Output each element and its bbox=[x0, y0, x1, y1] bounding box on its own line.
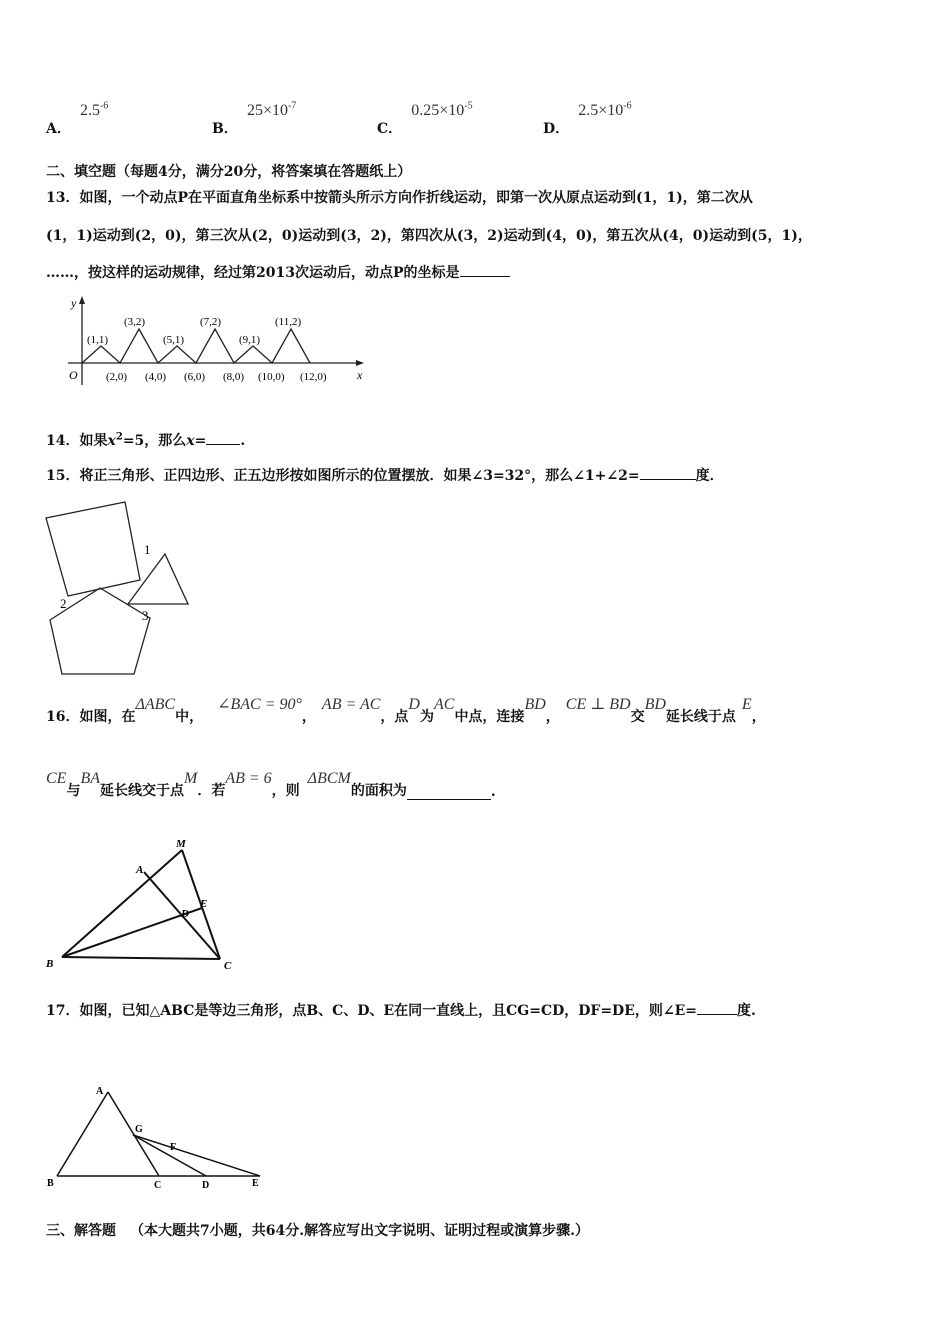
point-a-label: A bbox=[96, 1086, 104, 1097]
q16-answer-blank bbox=[407, 785, 491, 800]
q13-line-3: ……，按这样的运动规律，经过第2013次运动后，动点P的坐标是 bbox=[46, 262, 510, 282]
x-axis-arrow bbox=[356, 360, 364, 366]
q13-line-2: (1，1)运动到(2，0)，第三次从(2，0)运动到(3，2)，第四次从(3，2)运动到(4，0)，第五次从(4，0)运动到(5，1)， bbox=[46, 228, 812, 244]
point-g-label: G bbox=[135, 1124, 143, 1135]
point-b-label: B bbox=[47, 1178, 54, 1189]
q16-triangle-figure bbox=[40, 835, 250, 975]
q17-answer-blank bbox=[697, 1000, 737, 1015]
q16-line-1: 16．如图，在 ΔABC 中， ∠BAC = 90° ， AB = AC ，点 D 为 AC 中点，连接 BD ， CE ⊥ BD 交 BD 延长线于点 E ， bbox=[46, 696, 766, 725]
point-d-label: D bbox=[181, 908, 189, 920]
q14-line: 14．如果$x^2=5$，那么x= . bbox=[46, 431, 246, 449]
point-f-label: F bbox=[170, 1142, 177, 1153]
base-label-1: (2,0) bbox=[106, 371, 128, 383]
q17-line: 17．如图，已知△ABC是等边三角形，点B、C、D、E在同一直线上，且CG=CD，DF=DE，则∠E= 度. bbox=[46, 1000, 756, 1020]
angle-label-2: 2 bbox=[60, 596, 67, 611]
square bbox=[46, 502, 140, 596]
option-c-value: $0.25\times 10^{-5}$ bbox=[411, 100, 473, 119]
point-c-label: C bbox=[224, 960, 232, 972]
option-c-letter: C． bbox=[377, 121, 403, 137]
origin-label: O bbox=[69, 368, 78, 382]
q14-answer-blank bbox=[206, 430, 240, 445]
peak-label-6: (11,2) bbox=[275, 316, 302, 328]
option-b bbox=[212, 100, 297, 137]
y-axis-arrow bbox=[79, 296, 85, 304]
option-d bbox=[543, 100, 632, 137]
point-d-label: D bbox=[202, 1180, 210, 1190]
angle-label-3: 3 bbox=[142, 608, 149, 623]
x-axis-label: x bbox=[357, 368, 363, 382]
q15-line: 15．将正三角形、正四边形、正五边形按如图所示的位置摆放．如果∠3=32°，那么∠1+∠2= 度． bbox=[46, 465, 724, 485]
peak-label-4: (7,2) bbox=[200, 316, 222, 328]
peak-label-2: (3,2) bbox=[124, 316, 146, 328]
section-3-heading: 三、解答题 （本大题共7小题，共64分.解答应写出文字说明、证明过程或演算步骤.） bbox=[46, 1223, 589, 1239]
q13-answer-blank bbox=[460, 262, 510, 277]
option-c bbox=[377, 100, 473, 137]
q15-answer-blank bbox=[640, 465, 696, 480]
point-m-label: M bbox=[176, 838, 186, 850]
option-d-value: $2.5\times 10^{-6}$ bbox=[578, 100, 632, 119]
option-b-value: $25\times 10^{-7}$ bbox=[246, 100, 297, 119]
point-c-label: C bbox=[154, 1180, 162, 1190]
q15-polygons-figure bbox=[40, 500, 200, 680]
q13-zigzag-graph bbox=[60, 293, 370, 393]
y-axis-label: y bbox=[71, 296, 77, 310]
option-a bbox=[46, 100, 109, 137]
point-a-label: A bbox=[136, 864, 144, 876]
q17-triangle-figure bbox=[40, 1080, 270, 1190]
base-label-6: (12,0) bbox=[300, 371, 327, 383]
section-2-heading: 二、填空题（每题4分，满分20分，将答案填在答题纸上） bbox=[46, 164, 412, 180]
option-a-letter: A． bbox=[46, 121, 71, 137]
angle-label-1: 1 bbox=[144, 542, 151, 557]
point-e-label: E bbox=[252, 1178, 259, 1189]
base-label-2: (4,0) bbox=[145, 371, 167, 383]
option-d-letter: D． bbox=[543, 121, 570, 137]
point-e-label: E bbox=[200, 898, 208, 910]
option-a-value: $2.5^{-6}$ bbox=[79, 100, 109, 119]
peak-label-3: (5,1) bbox=[163, 334, 185, 346]
base-label-5: (10,0) bbox=[258, 371, 285, 383]
base-label-4: (8,0) bbox=[223, 371, 245, 383]
zigzag-path bbox=[82, 329, 310, 363]
peak-label-1: (1,1) bbox=[87, 334, 109, 346]
q16-line-2: CE 与 BA 延长线交于点 M ．若 AB = 6 ，则 ΔBCM 的面积为 . bbox=[46, 770, 496, 800]
base-label-3: (6,0) bbox=[184, 371, 206, 383]
point-b-label: B bbox=[46, 958, 54, 970]
peak-label-5: (9,1) bbox=[239, 334, 261, 346]
option-b-letter: B． bbox=[212, 121, 238, 137]
q13-line-1: 13．如图，一个动点P在平面直角坐标系中按箭头所示方向作折线运动，即第一次从原点运动到(1，1)，第二次从 bbox=[46, 190, 753, 206]
